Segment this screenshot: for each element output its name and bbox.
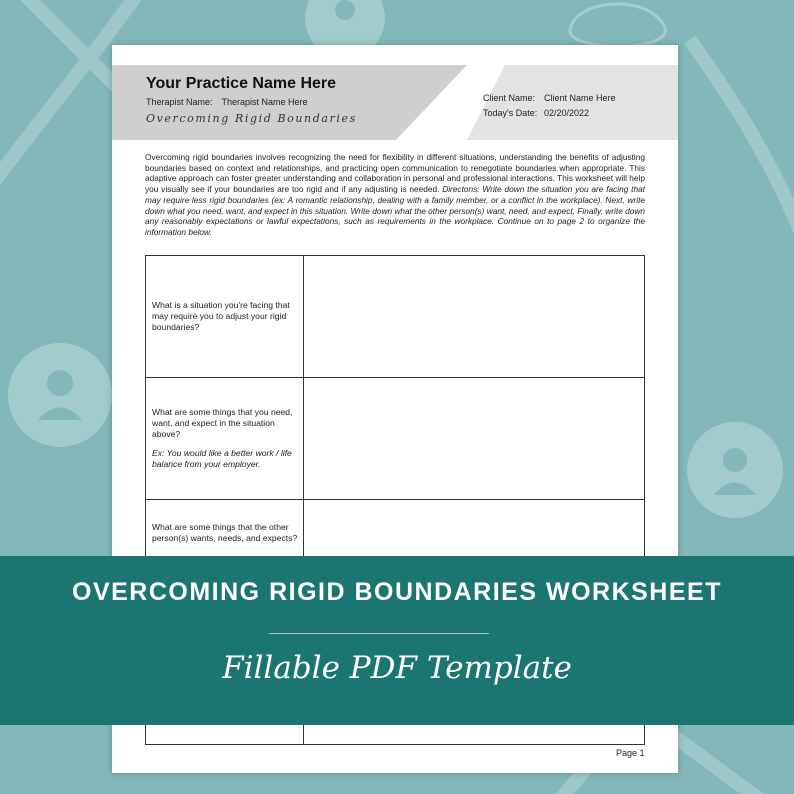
question-cell (146, 378, 304, 500)
therapist-label: Therapist Name: (146, 97, 213, 107)
date-label: Today's Date: (483, 108, 538, 118)
table-row (146, 378, 645, 500)
table-row (146, 256, 645, 378)
answer-field[interactable] (304, 256, 645, 378)
client-name-field[interactable]: Client Name Here (544, 93, 616, 103)
therapist-name-field[interactable]: Therapist Name Here (221, 97, 308, 107)
banner-title: OVERCOMING RIGID BOUNDARIES WORKSHEET (72, 578, 722, 606)
client-line (483, 93, 616, 103)
answer-field[interactable] (304, 378, 645, 500)
practice-name: Your Practice Name Here (146, 75, 337, 92)
banner-divider (269, 633, 489, 634)
date-field[interactable]: 02/20/2022 (544, 108, 590, 118)
client-label: Client Name: (483, 93, 536, 103)
intro-body: Overcoming rigid boundaries involves recognizing the need for flexibility in different situations, understanding the benefits of adjusting boundaries based on context and relationships, and practicing open communication to renegotiate boundaries when appropriate. This adaptive approach can foster greater understanding and collaboration in personal and professional interactions. This worksheet will help you visually see if your boundaries are too rigid and if any adjusting is needed. (145, 152, 645, 195)
intro-paragraph (145, 152, 645, 238)
question-cell (146, 256, 304, 378)
page-number: Page 1 (616, 748, 645, 758)
date-line (483, 108, 589, 118)
therapist-line (146, 97, 308, 107)
banner-subtitle: Fillable PDF Template (222, 650, 572, 686)
question-example: Ex: You would like a better work / life balance from your employer. (152, 448, 292, 469)
question-text: What are some things that you need, want, and expect in the situation above? (152, 407, 293, 439)
worksheet-title: Overcoming Rigid Boundaries (146, 112, 357, 125)
question-text: What are some things that the other person(s) wants, needs, and expects? (152, 522, 298, 543)
intro-directions: Directons: Write down the situation you are facing that may require less rigid boundaries (ex: A romantic relationship, dealing with a family member, or a conflict in the workplace). Next, write down what you need, want, and expect in this situation. Write down what the other person(s) want, need, and expect, Finally, write down any reasonably expectations or lawful expectations, such as requirements in the workplace. Continue on to page 2 to organize the information below. (145, 184, 645, 237)
question-text: What is a situation you're facing that may require you to adjust your rigid boundaries? (152, 300, 290, 332)
